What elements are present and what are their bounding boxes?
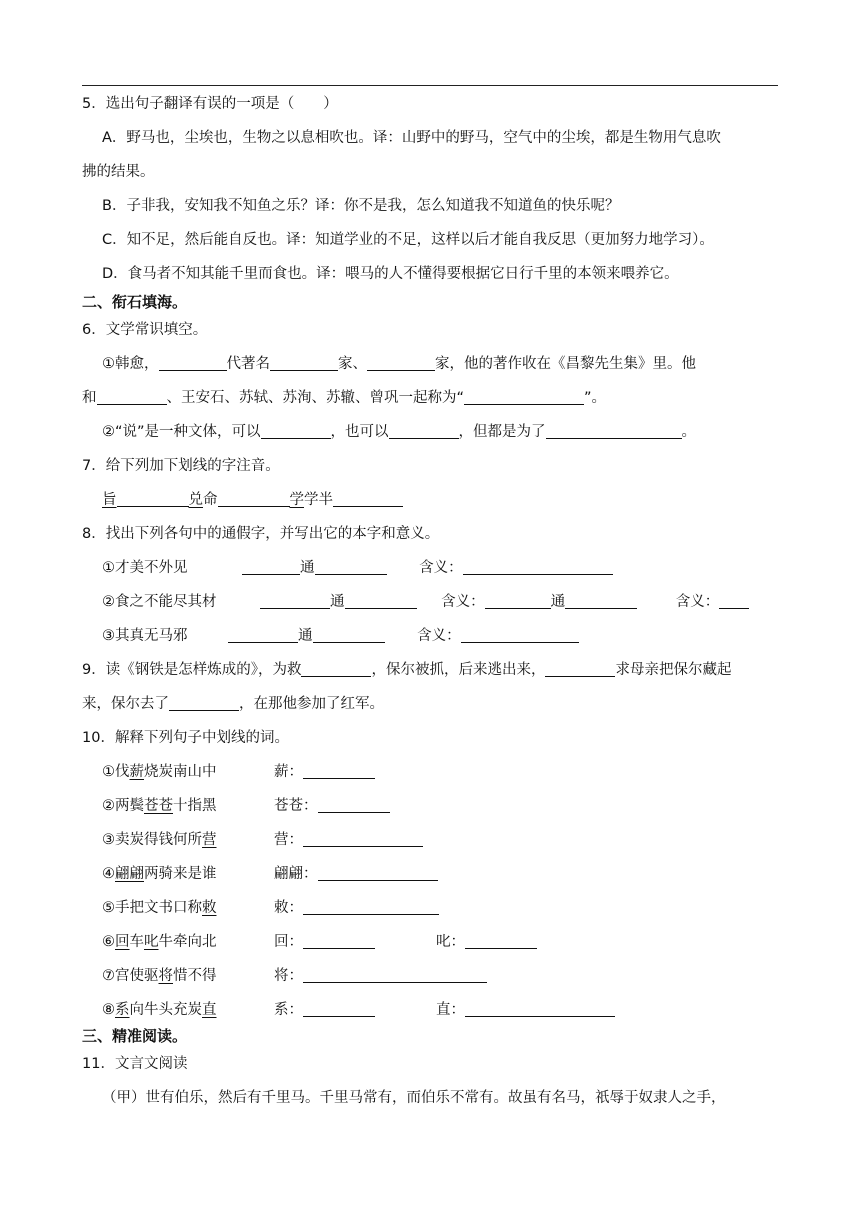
text-fragment: 学	[289, 492, 304, 508]
text-fragment: 将	[158, 968, 173, 984]
q10-item-1-answer	[274, 762, 375, 782]
text-fragment: ⑤手把文书口称	[102, 900, 202, 916]
text-fragment: 营：	[274, 832, 303, 848]
text-fragment: 翩翩	[115, 866, 144, 882]
q10-item-4	[102, 864, 217, 884]
text-fragment: ⑥	[102, 934, 115, 950]
blank[interactable]	[228, 626, 298, 643]
text-fragment: 兑	[188, 492, 203, 508]
q8-row1	[102, 558, 188, 578]
blank[interactable]	[303, 932, 375, 949]
text-fragment: ②食之不能尽其材	[102, 594, 217, 610]
text-fragment: 苍苍：	[274, 798, 318, 814]
text-fragment: ，在那他参加了红军。	[239, 696, 384, 712]
q5-stem: 5．选出句子翻译有误的一项是（ ）	[82, 96, 338, 112]
text-fragment: ②两鬓	[102, 798, 144, 814]
q7-stem: 7．给下列加下划线的字注音。	[82, 458, 280, 474]
q8-row1-blanks	[242, 558, 613, 578]
blank[interactable]	[367, 354, 435, 371]
q6-line1	[102, 354, 696, 374]
text-fragment: 和	[82, 390, 97, 406]
text-fragment: 薪	[129, 764, 144, 780]
blank[interactable]	[465, 932, 537, 949]
text-fragment: ⑧	[102, 1002, 115, 1018]
blank[interactable]	[485, 592, 551, 609]
blank[interactable]	[318, 796, 390, 813]
blank[interactable]	[260, 592, 330, 609]
blank[interactable]	[545, 660, 615, 677]
text-fragment: 敕	[202, 900, 217, 916]
text-fragment: 叱	[144, 934, 159, 950]
text-fragment: 含义：	[419, 560, 463, 576]
q6-line2	[82, 388, 606, 408]
text-fragment: 、王安石、苏轼、苏洵、苏辙、曾巩一起称为“	[166, 390, 465, 406]
text-fragment: 直：	[436, 1002, 465, 1018]
q7-items	[102, 490, 403, 510]
blank[interactable]	[313, 626, 385, 643]
q10-item-1	[102, 762, 217, 782]
text-fragment: 直	[202, 1002, 217, 1018]
blank[interactable]	[270, 354, 338, 371]
q9-line2	[82, 694, 384, 714]
text-fragment: ③其真无马邪	[102, 628, 188, 644]
blank[interactable]	[463, 558, 613, 575]
q8-row2	[102, 592, 217, 612]
text-fragment: 代著名	[226, 356, 270, 372]
q10-item-8-answer2	[436, 1000, 615, 1020]
text-fragment: 烧炭南山中	[144, 764, 217, 780]
q8-stem: 8．找出下列各句中的通假字，并写出它的本字和意义。	[82, 526, 440, 542]
text-fragment: 来，保尔去了	[82, 696, 169, 712]
q5-option-c: C．知不足，然后能自反也。译：知道学业的不足，这样以后才能自我反思（更加努力地学习）。	[102, 232, 714, 248]
text-fragment: 回：	[274, 934, 303, 950]
section-3-heading: 三、精准阅读。	[82, 1027, 188, 1045]
text-fragment: ①伐	[102, 764, 130, 780]
text-fragment: 系	[115, 1002, 130, 1018]
text-fragment: 含义：	[441, 594, 485, 610]
q10-item-7-answer	[274, 966, 487, 986]
text-fragment: 含义：	[417, 628, 461, 644]
text-fragment: 学半	[304, 492, 333, 508]
text-fragment: 两骑来是谁	[144, 866, 217, 882]
blank[interactable]	[261, 422, 331, 439]
text-fragment: 叱：	[436, 934, 465, 950]
text-fragment: ④	[102, 866, 115, 882]
blank[interactable]	[546, 422, 682, 439]
blank[interactable]	[159, 354, 227, 371]
q10-item-2	[102, 796, 217, 816]
q5-option-a-line2: 拂的结果。	[82, 164, 155, 180]
text-fragment: ①韩愈，	[102, 356, 159, 372]
text-fragment: 惜不得	[173, 968, 217, 984]
blank[interactable]	[303, 830, 423, 847]
q11-passage-line1: （甲）世有伯乐，然后有千里马。千里马常有，而伯乐不常有。故虽有名马，祇辱于奴隶人之手，	[102, 1090, 726, 1106]
q10-item-4-answer	[274, 864, 438, 884]
blank[interactable]	[318, 864, 438, 881]
text-fragment: 十指黑	[173, 798, 217, 814]
text-fragment: ①才美不外见	[102, 560, 188, 576]
q6-stem: 6．文学常识填空。	[82, 322, 208, 338]
text-fragment: ”。	[584, 390, 607, 406]
text-fragment: ，也可以	[330, 424, 389, 440]
q10-item-5	[102, 898, 217, 918]
q10-item-8-answer	[274, 1000, 375, 1020]
q5-option-d: D．食马者不知其能千里而食也。译：喂马的人不懂得要根据它日行千里的本领来喂养它。	[102, 266, 679, 282]
blank[interactable]	[345, 592, 417, 609]
text-fragment: ，但都是为了	[458, 424, 546, 440]
q10-item-2-answer	[274, 796, 390, 816]
q10-item-6-answer	[274, 932, 375, 952]
blank[interactable]	[169, 694, 239, 711]
text-fragment: 牛牵向北	[158, 934, 217, 950]
text-fragment: 通	[300, 560, 315, 576]
text-fragment: 将：	[274, 968, 303, 984]
q10-stem: 10．解释下列句子中划线的词。	[82, 730, 289, 746]
text-fragment: 敕：	[274, 900, 303, 916]
q10-item-5-answer	[274, 898, 439, 918]
text-fragment: ，保尔被抓，后来逃出来，	[371, 662, 546, 678]
text-fragment: 含义：	[675, 594, 720, 610]
blank[interactable]	[719, 592, 749, 609]
q10-item-8	[102, 1000, 217, 1020]
blank[interactable]	[461, 626, 579, 643]
text-fragment: 薪：	[274, 764, 303, 780]
blank[interactable]	[303, 966, 487, 983]
blank[interactable]	[315, 558, 387, 575]
blank[interactable]	[301, 660, 371, 677]
blank[interactable]	[389, 422, 459, 439]
blank[interactable]	[303, 898, 439, 915]
q8-row2-blanks	[260, 592, 749, 612]
header-rule	[82, 85, 778, 86]
blank[interactable]	[303, 762, 375, 779]
q5-option-a-line1: A．野马也，尘埃也，生物之以息相吹也。译：山野中的野马，空气中的尘埃，都是生物用气息吹	[102, 130, 721, 146]
text-fragment: 通	[298, 628, 313, 644]
text-fragment: ⑦宫使驱	[102, 968, 159, 984]
text-fragment: 旨	[102, 492, 117, 508]
blank[interactable]	[465, 1000, 615, 1017]
blank[interactable]	[303, 1000, 375, 1017]
text-fragment: 回	[115, 934, 130, 950]
blank[interactable]	[97, 388, 167, 405]
text-fragment: 向牛头充炭	[129, 1002, 202, 1018]
q10-item-6	[102, 932, 217, 952]
q11-stem: 11．文言文阅读	[82, 1056, 188, 1072]
text-fragment: 苍苍	[144, 798, 173, 814]
blank[interactable]	[242, 558, 300, 575]
text-fragment: 家、	[338, 356, 367, 372]
text-fragment: 车	[129, 934, 144, 950]
q9-line1	[82, 660, 731, 680]
blank[interactable]	[117, 490, 189, 507]
text-fragment: 翩翩：	[274, 866, 318, 882]
text-fragment: 求母亲把保尔藏起	[615, 662, 732, 678]
text-fragment: 系：	[274, 1002, 303, 1018]
q5-option-b: B．子非我，安知我不知鱼之乐？译：你不是我，怎么知道我不知道鱼的快乐呢？	[102, 198, 620, 214]
q10-item-7	[102, 966, 217, 986]
q10-item-3-answer	[274, 830, 423, 850]
q6-line3	[102, 422, 696, 442]
text-fragment: 9．读《钢铁是怎样炼成的》，为救	[82, 662, 302, 678]
text-fragment: 。	[681, 424, 697, 440]
blank[interactable]	[565, 592, 637, 609]
q10-item-6-answer2	[436, 932, 537, 952]
text-fragment: 通	[330, 594, 345, 610]
text-fragment: ②“说”是一种文体，可以	[102, 424, 261, 440]
text-fragment: 命	[203, 492, 218, 508]
q8-row3	[102, 626, 188, 646]
q10-item-3	[102, 830, 217, 850]
text-fragment: 家，他的著作收在《昌黎先生集》里。他	[435, 356, 696, 372]
blank[interactable]	[464, 388, 584, 405]
section-2-heading: 二、衔石填海。	[82, 293, 188, 311]
text-fragment: ③卖炭得钱何所	[102, 832, 202, 848]
blank[interactable]	[333, 490, 403, 507]
q8-row3-blanks	[228, 626, 579, 646]
text-fragment: 通	[550, 594, 566, 610]
blank[interactable]	[218, 490, 290, 507]
text-fragment: 营	[202, 832, 217, 848]
